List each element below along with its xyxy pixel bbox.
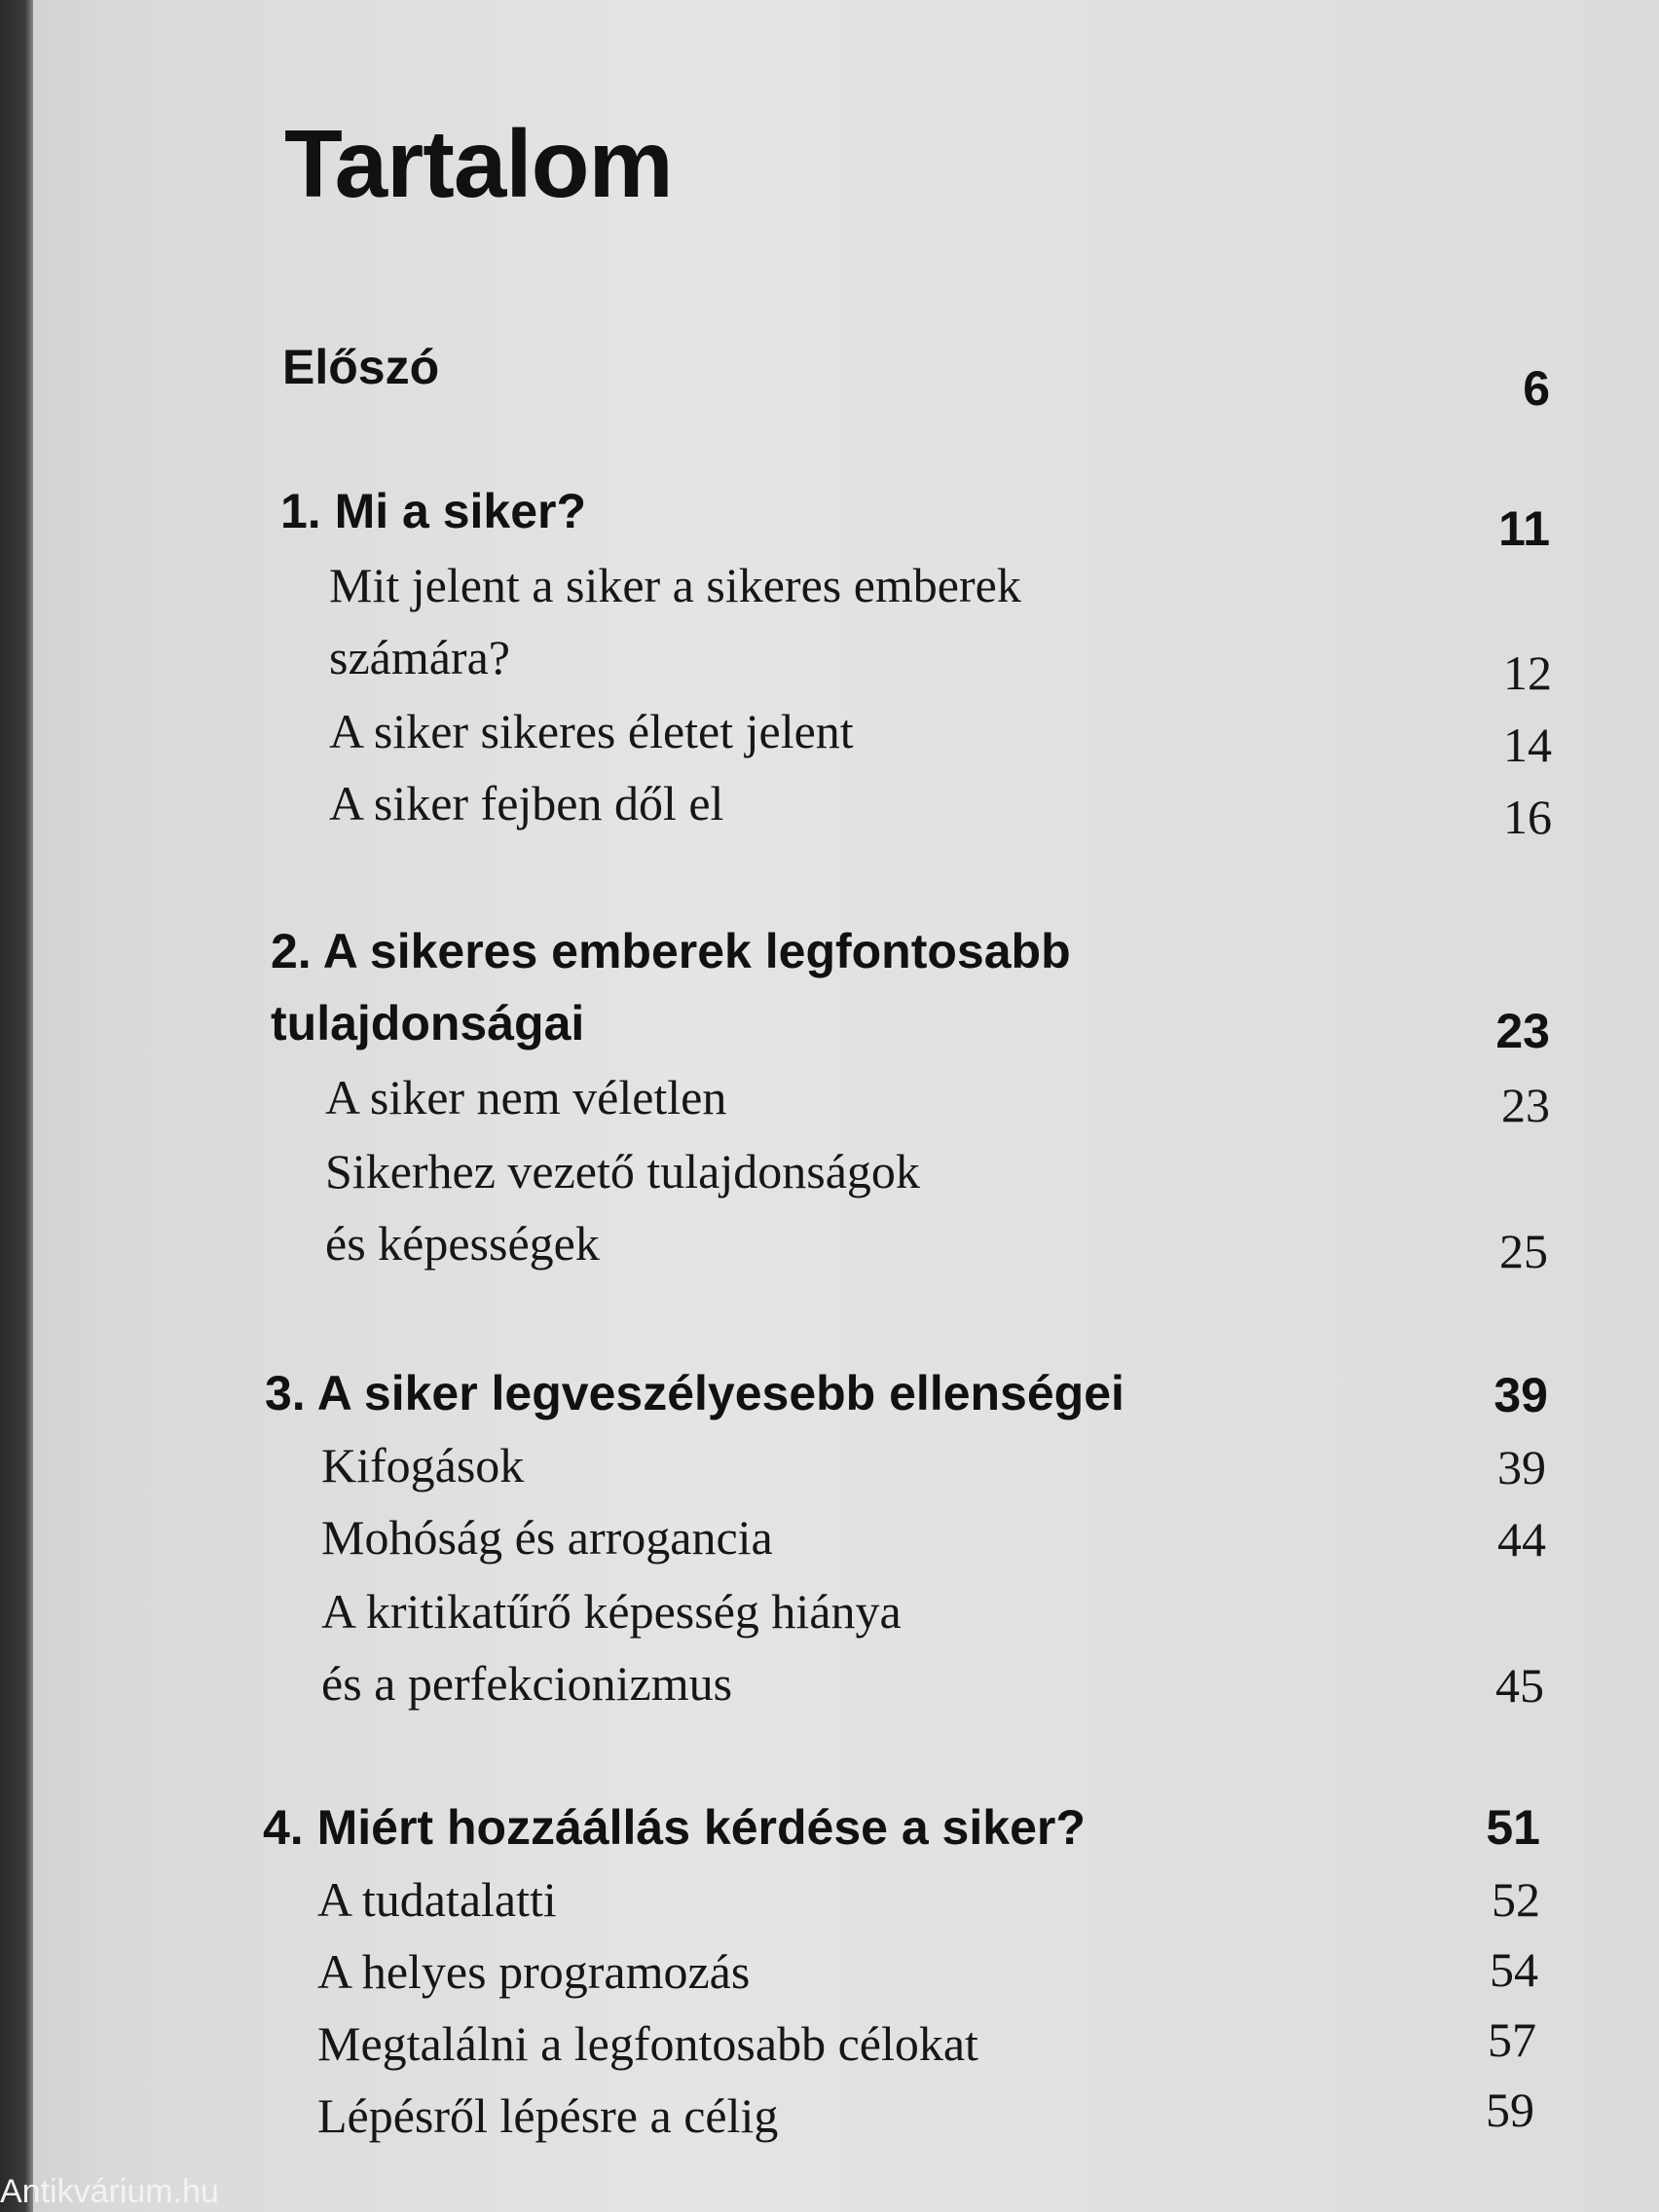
toc-page-3-3: 45 [1495, 1658, 1544, 1713]
toc-page-1-3: 16 [1503, 790, 1552, 844]
toc-item-4-1: A tudatalatti [317, 1872, 557, 1927]
toc-page-ch3: 39 [1493, 1368, 1548, 1422]
toc-item-2-1: A siker nem véletlen [325, 1070, 727, 1124]
toc-page-1-1: 12 [1503, 645, 1552, 700]
toc-item-1-3: A siker fejben dől el [329, 776, 724, 830]
toc-page-2-1: 23 [1501, 1078, 1550, 1132]
toc-item-1-2: A siker sikeres életet jelent [329, 704, 854, 758]
toc-heading-ch4: 4. Miért hozzáállás kérdése a siker? [263, 1800, 1086, 1855]
toc-item-4-2: A helyes programozás [317, 1944, 751, 1999]
toc-page-ch4: 51 [1486, 1800, 1540, 1855]
watermark: Antikvárium.hu [0, 2173, 219, 2210]
toc-page-3-1: 39 [1497, 1440, 1546, 1494]
toc-heading-ch2-line2: tulajdonságai [271, 996, 585, 1051]
toc-item-4-3: Megtalálni a legfontosabb célokat [317, 2016, 978, 2071]
toc-item-3-1: Kifogások [321, 1438, 525, 1493]
toc-heading-ch3: 3. A siker legveszélyesebb ellenségei [265, 1366, 1124, 1420]
toc-heading-eloszo: Előszó [282, 340, 440, 394]
toc-page-2-2: 25 [1499, 1224, 1548, 1278]
toc-item-4-4: Lépésről lépésre a célig [317, 2088, 779, 2143]
toc-item-3-3-line1: A kritikatűrő képesség hiánya [321, 1584, 902, 1639]
toc-item-3-3-line2: és a perfekcionizmus [321, 1656, 733, 1711]
toc-item-3-2: Mohóság és arrogancia [321, 1510, 773, 1565]
toc-item-1-1-line1: Mit jelent a siker a sikeres emberek [329, 558, 1021, 612]
toc-heading-ch2-line1: 2. A sikeres emberek legfontosabb [271, 924, 1071, 978]
toc-page-4-3: 57 [1488, 2012, 1536, 2067]
toc-item-2-2-line2: és képességek [325, 1216, 600, 1271]
toc-page-ch2: 23 [1495, 1004, 1550, 1058]
toc-page-4-4: 59 [1486, 2083, 1534, 2137]
toc-heading-ch1: 1. Mi a siker? [280, 484, 587, 538]
toc-page-4-1: 52 [1492, 1872, 1540, 1927]
toc-page-3-2: 44 [1497, 1512, 1546, 1567]
page-title: Tartalom [284, 110, 673, 217]
toc-item-2-2-line1: Sikerhez vezető tulajdonságok [325, 1144, 920, 1198]
toc-page-1-2: 14 [1503, 718, 1552, 772]
toc-item-1-1-line2: számára? [329, 630, 510, 684]
toc-page-eloszo: 6 [1523, 361, 1550, 416]
toc-page-ch1: 11 [1498, 501, 1550, 556]
toc-page-4-2: 54 [1490, 1942, 1538, 1997]
